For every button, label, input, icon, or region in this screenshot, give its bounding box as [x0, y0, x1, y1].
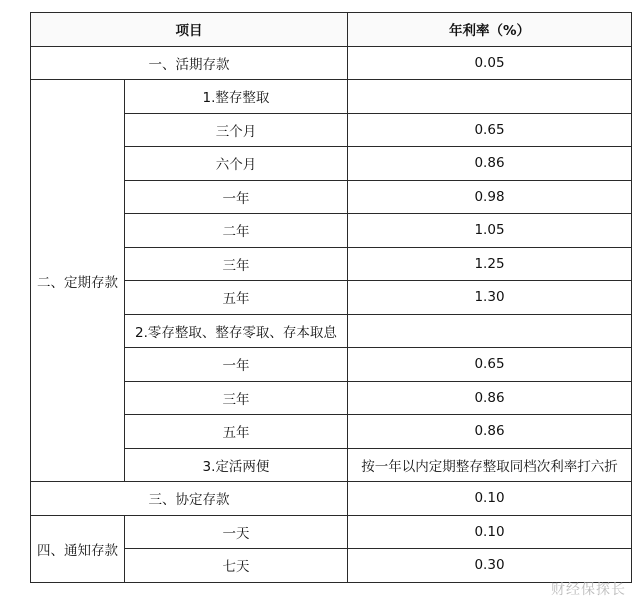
rate-cell: 0.98: [348, 180, 632, 214]
rate-cell: 0.65: [348, 348, 632, 382]
term-cell: 三年: [125, 381, 348, 415]
rate-cell: 0.65: [348, 113, 632, 147]
table-row: [31, 515, 632, 549]
rate-cell: 0.86: [348, 147, 632, 181]
deposit-rate-table: [30, 12, 632, 583]
rate-cell: 1.30: [348, 281, 632, 315]
term-cell: 二年: [125, 214, 348, 248]
term-cell: 五年: [125, 415, 348, 449]
agreement-deposit-label: 三、协定存款: [31, 482, 348, 516]
table-row: [31, 46, 632, 80]
installment-heading: 2.零存整取、整存零取、存本取息: [125, 314, 348, 348]
empty-cell: [348, 314, 632, 348]
table-header-row: [31, 13, 632, 47]
flexible-deposit-rate: 按一年以内定期整存整取同档次利率打六折: [348, 448, 632, 482]
rate-cell: 0.86: [348, 415, 632, 449]
term-cell: 五年: [125, 281, 348, 315]
agreement-deposit-rate: 0.10: [348, 482, 632, 516]
header-item: 项目: [31, 13, 348, 47]
rate-cell: 1.25: [348, 247, 632, 281]
watermark: 财经保探长: [551, 582, 626, 598]
time-deposit-label: 二、定期存款: [31, 80, 125, 482]
term-cell: 三个月: [125, 113, 348, 147]
flexible-deposit-label: 3.定活两便: [125, 448, 348, 482]
table-row: [31, 482, 632, 516]
header-rate: 年利率（%）: [348, 13, 632, 47]
term-cell: 一天: [125, 515, 348, 549]
demand-deposit-rate: 0.05: [348, 46, 632, 80]
term-cell: 六个月: [125, 147, 348, 181]
term-cell: 一年: [125, 180, 348, 214]
term-cell: 一年: [125, 348, 348, 382]
rate-cell: 0.86: [348, 381, 632, 415]
notice-deposit-label: 四、通知存款: [31, 515, 125, 582]
term-cell: 三年: [125, 247, 348, 281]
lump-sum-heading: 1.整存整取: [125, 80, 348, 114]
empty-cell: [348, 80, 632, 114]
term-cell: 七天: [125, 549, 348, 583]
rate-cell: 1.05: [348, 214, 632, 248]
table-row: [31, 80, 632, 114]
demand-deposit-label: 一、活期存款: [31, 46, 348, 80]
rate-cell: 0.10: [348, 515, 632, 549]
rate-cell: 0.30: [348, 549, 632, 583]
